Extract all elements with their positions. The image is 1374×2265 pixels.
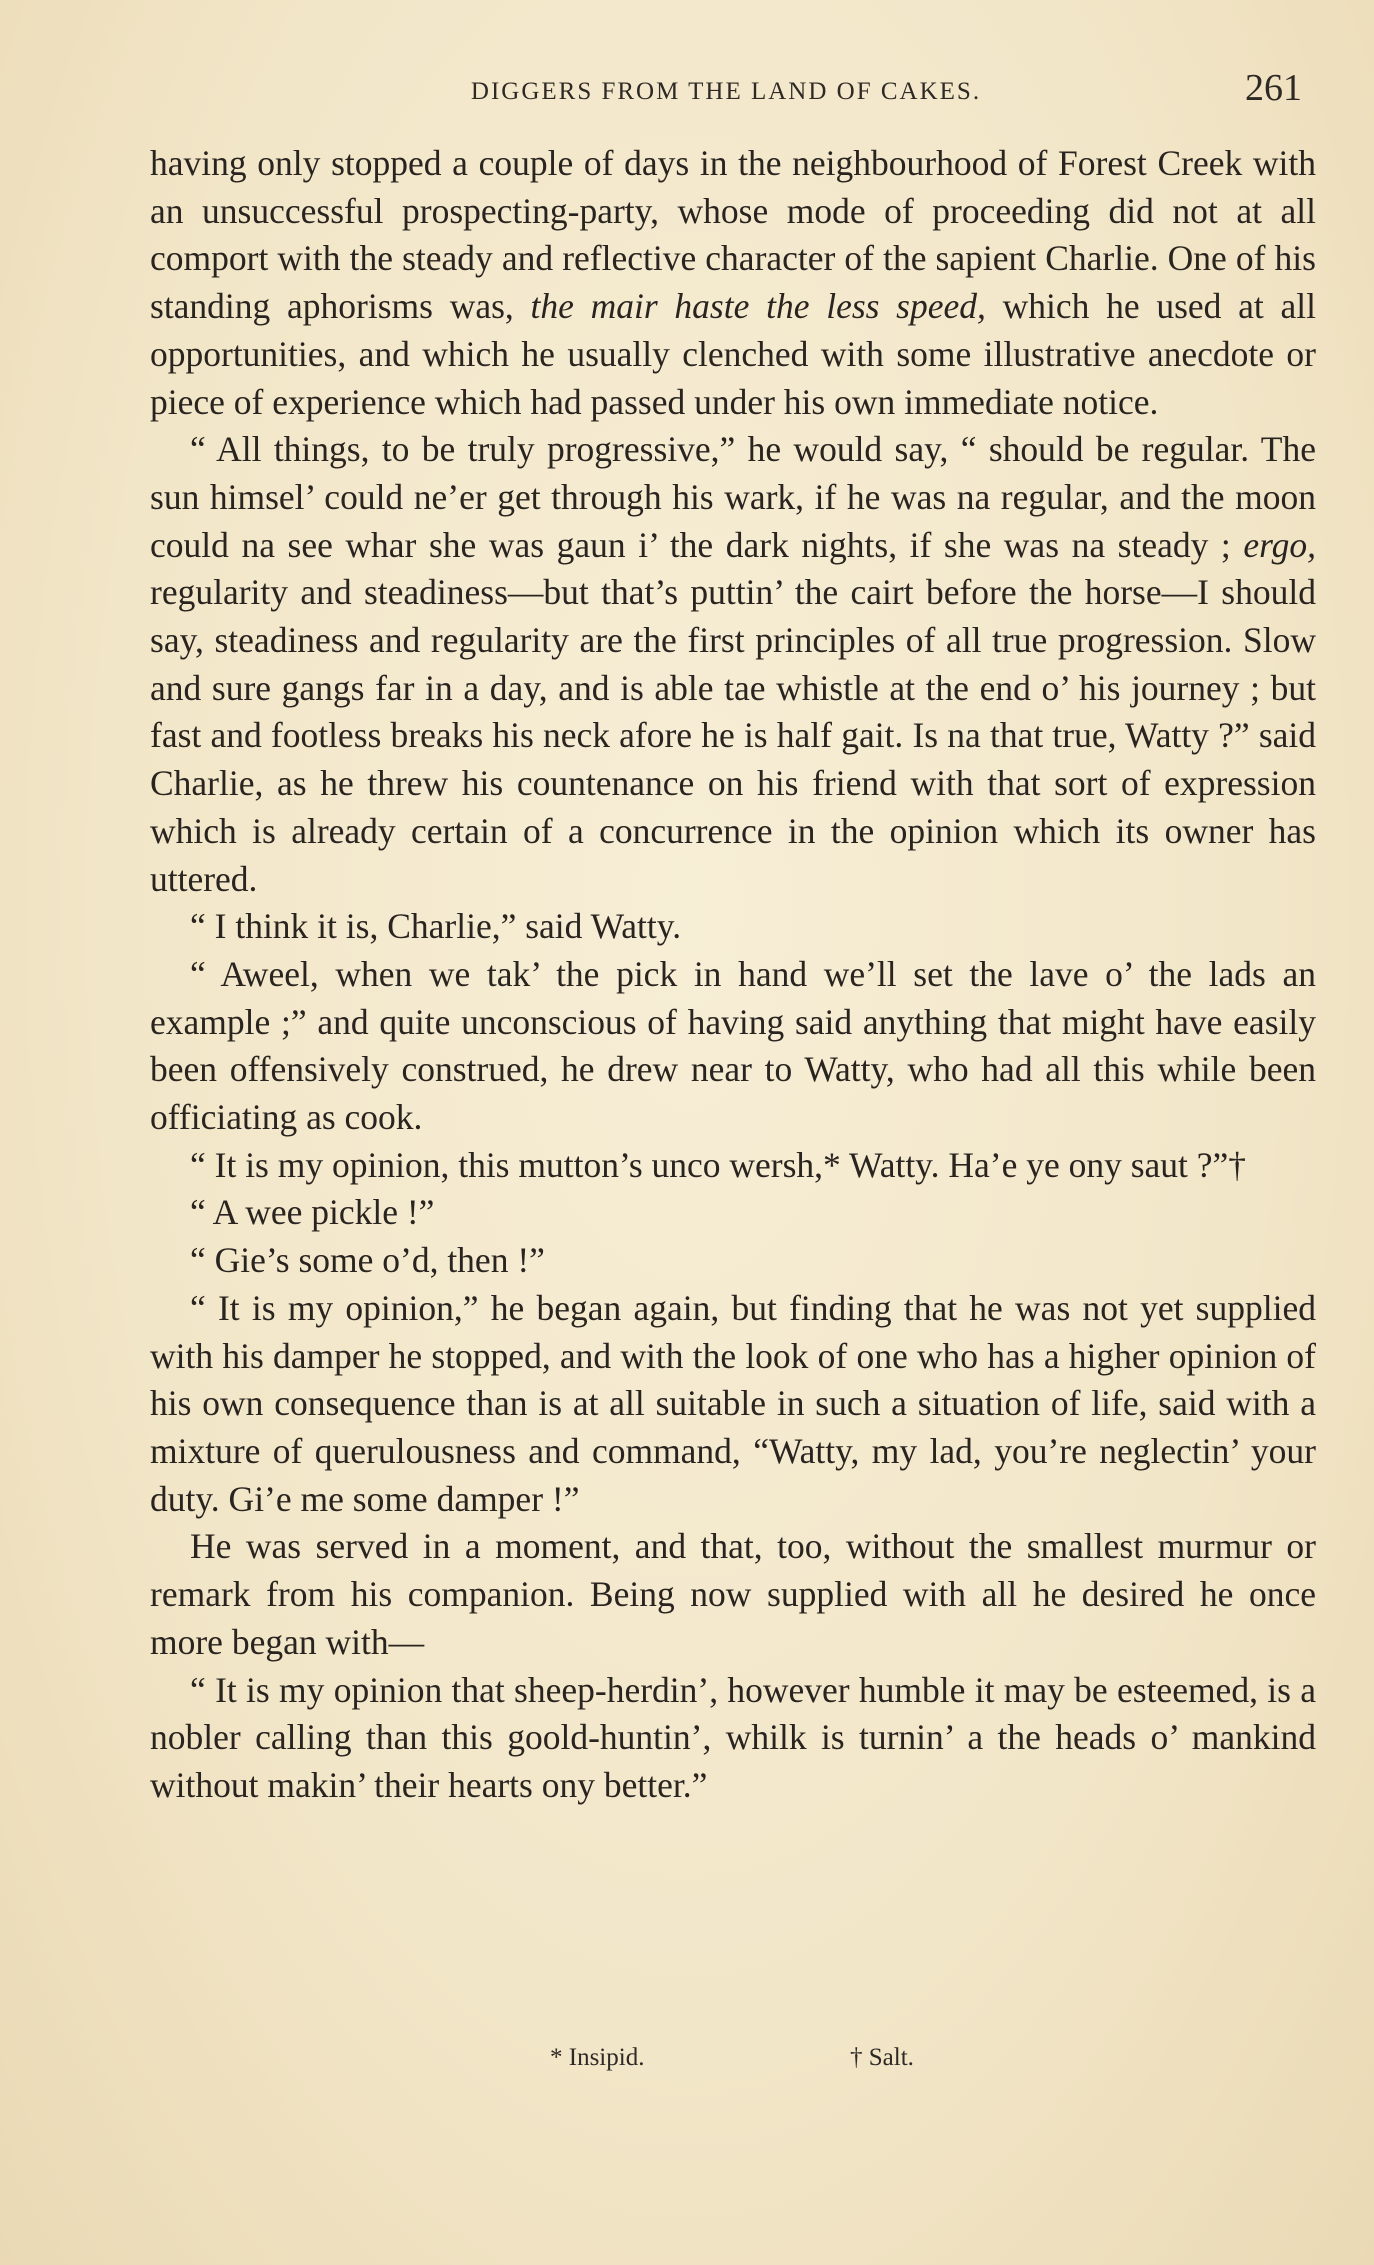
paragraph: “ Gie’s some o’d, then !” [190,1240,545,1281]
text-run: “ All things, to be truly progressive,” he would say, “ should be regular. The sun himsel’ could ne’er get through his wark, if he was na regular, and the moon could na see whar she was gaun i’ the dark nights, if she was na steady ; [150,429,1316,565]
page-number: 261 [1245,67,1302,109]
running-title: DIGGERS FROM THE LAND OF CAKES. [470,78,982,105]
running-head [150,60,1302,120]
paragraph: “ I think it is, Charlie,” said Watty. [190,906,682,947]
paragraph: “ It is my opinion that sheep-herdin’, however humble it may be esteemed, is a nobler calling than this goold-huntin’, whilk is turnin’ a the heads o’ mankind without makin’ their hearts ony better.” [150,1669,1316,1805]
paragraph: He was served in a moment, and that, too, without the smallest murmur or remark from his companion. Being now supplied with all he desired he once more began with— [150,1526,1316,1662]
italic-aphorism: the mair haste the less speed, [530,286,986,327]
paragraph: “ Aweel, when we tak’ the pick in hand we’ll set the lave o’ the lads an example ;” and quite unconscious of having said anything that might have easily been offensively construed, he drew near to Watty, who had all this while been officiating as cook. [150,953,1316,1138]
paragraph [150,426,1316,903]
text-run: which he used at all opportunities, and which he usually clenched with some illustrative anecdote or piece of experience which had passed under his own immediate notice. [150,286,1316,422]
paragraph: “ A wee pickle !” [190,1192,435,1233]
body-text [150,140,1316,1810]
text-run: regularity and steadiness—but that’s puttin’ the cairt before the horse—I should say, steadiness and regularity are the first principles of all true progression. Slow and sure gangs far in a day, and is able tae whistle at the end o’ his journey ; but fast and footless breaks his neck afore he is half gait. Is na that true, Watty ?” said Charlie, as he threw his countenance on his friend with that sort of expression which is already certain of a concurrence in the opinion which its owner has uttered. [150,572,1316,899]
italic-word: ergo, [1243,524,1316,565]
paragraph: “ It is my opinion,” he began again, but finding that he was not yet supplied with his damper he stopped, and with the look of one who has a higher opinion of his own consequence than is at all suitable in such a situation of life, said with a mixture of querulousness and command, “Watty, my lad, you’re neglectin’ your duty. Gi’e me some damper !” [150,1287,1316,1519]
paragraph: “ It is my opinion, this mutton’s unco wersh,* Watty. Ha’e ye ony saut ?”† [190,1144,1247,1185]
footnote-salt: † Salt. [850,2044,914,2071]
text-run: having only stopped a couple of days in the neighbourhood of Forest Creek with an unsuccessful prospecting-party, whose mode of proceeding did not at all comport with the steady and reflective character of the sapient Charlie. One of his standing aphorisms was, [150,143,1316,327]
footnotes [150,2044,1316,2084]
footnote-insipid: * Insipid. [550,2044,645,2071]
paragraph [150,140,1316,426]
